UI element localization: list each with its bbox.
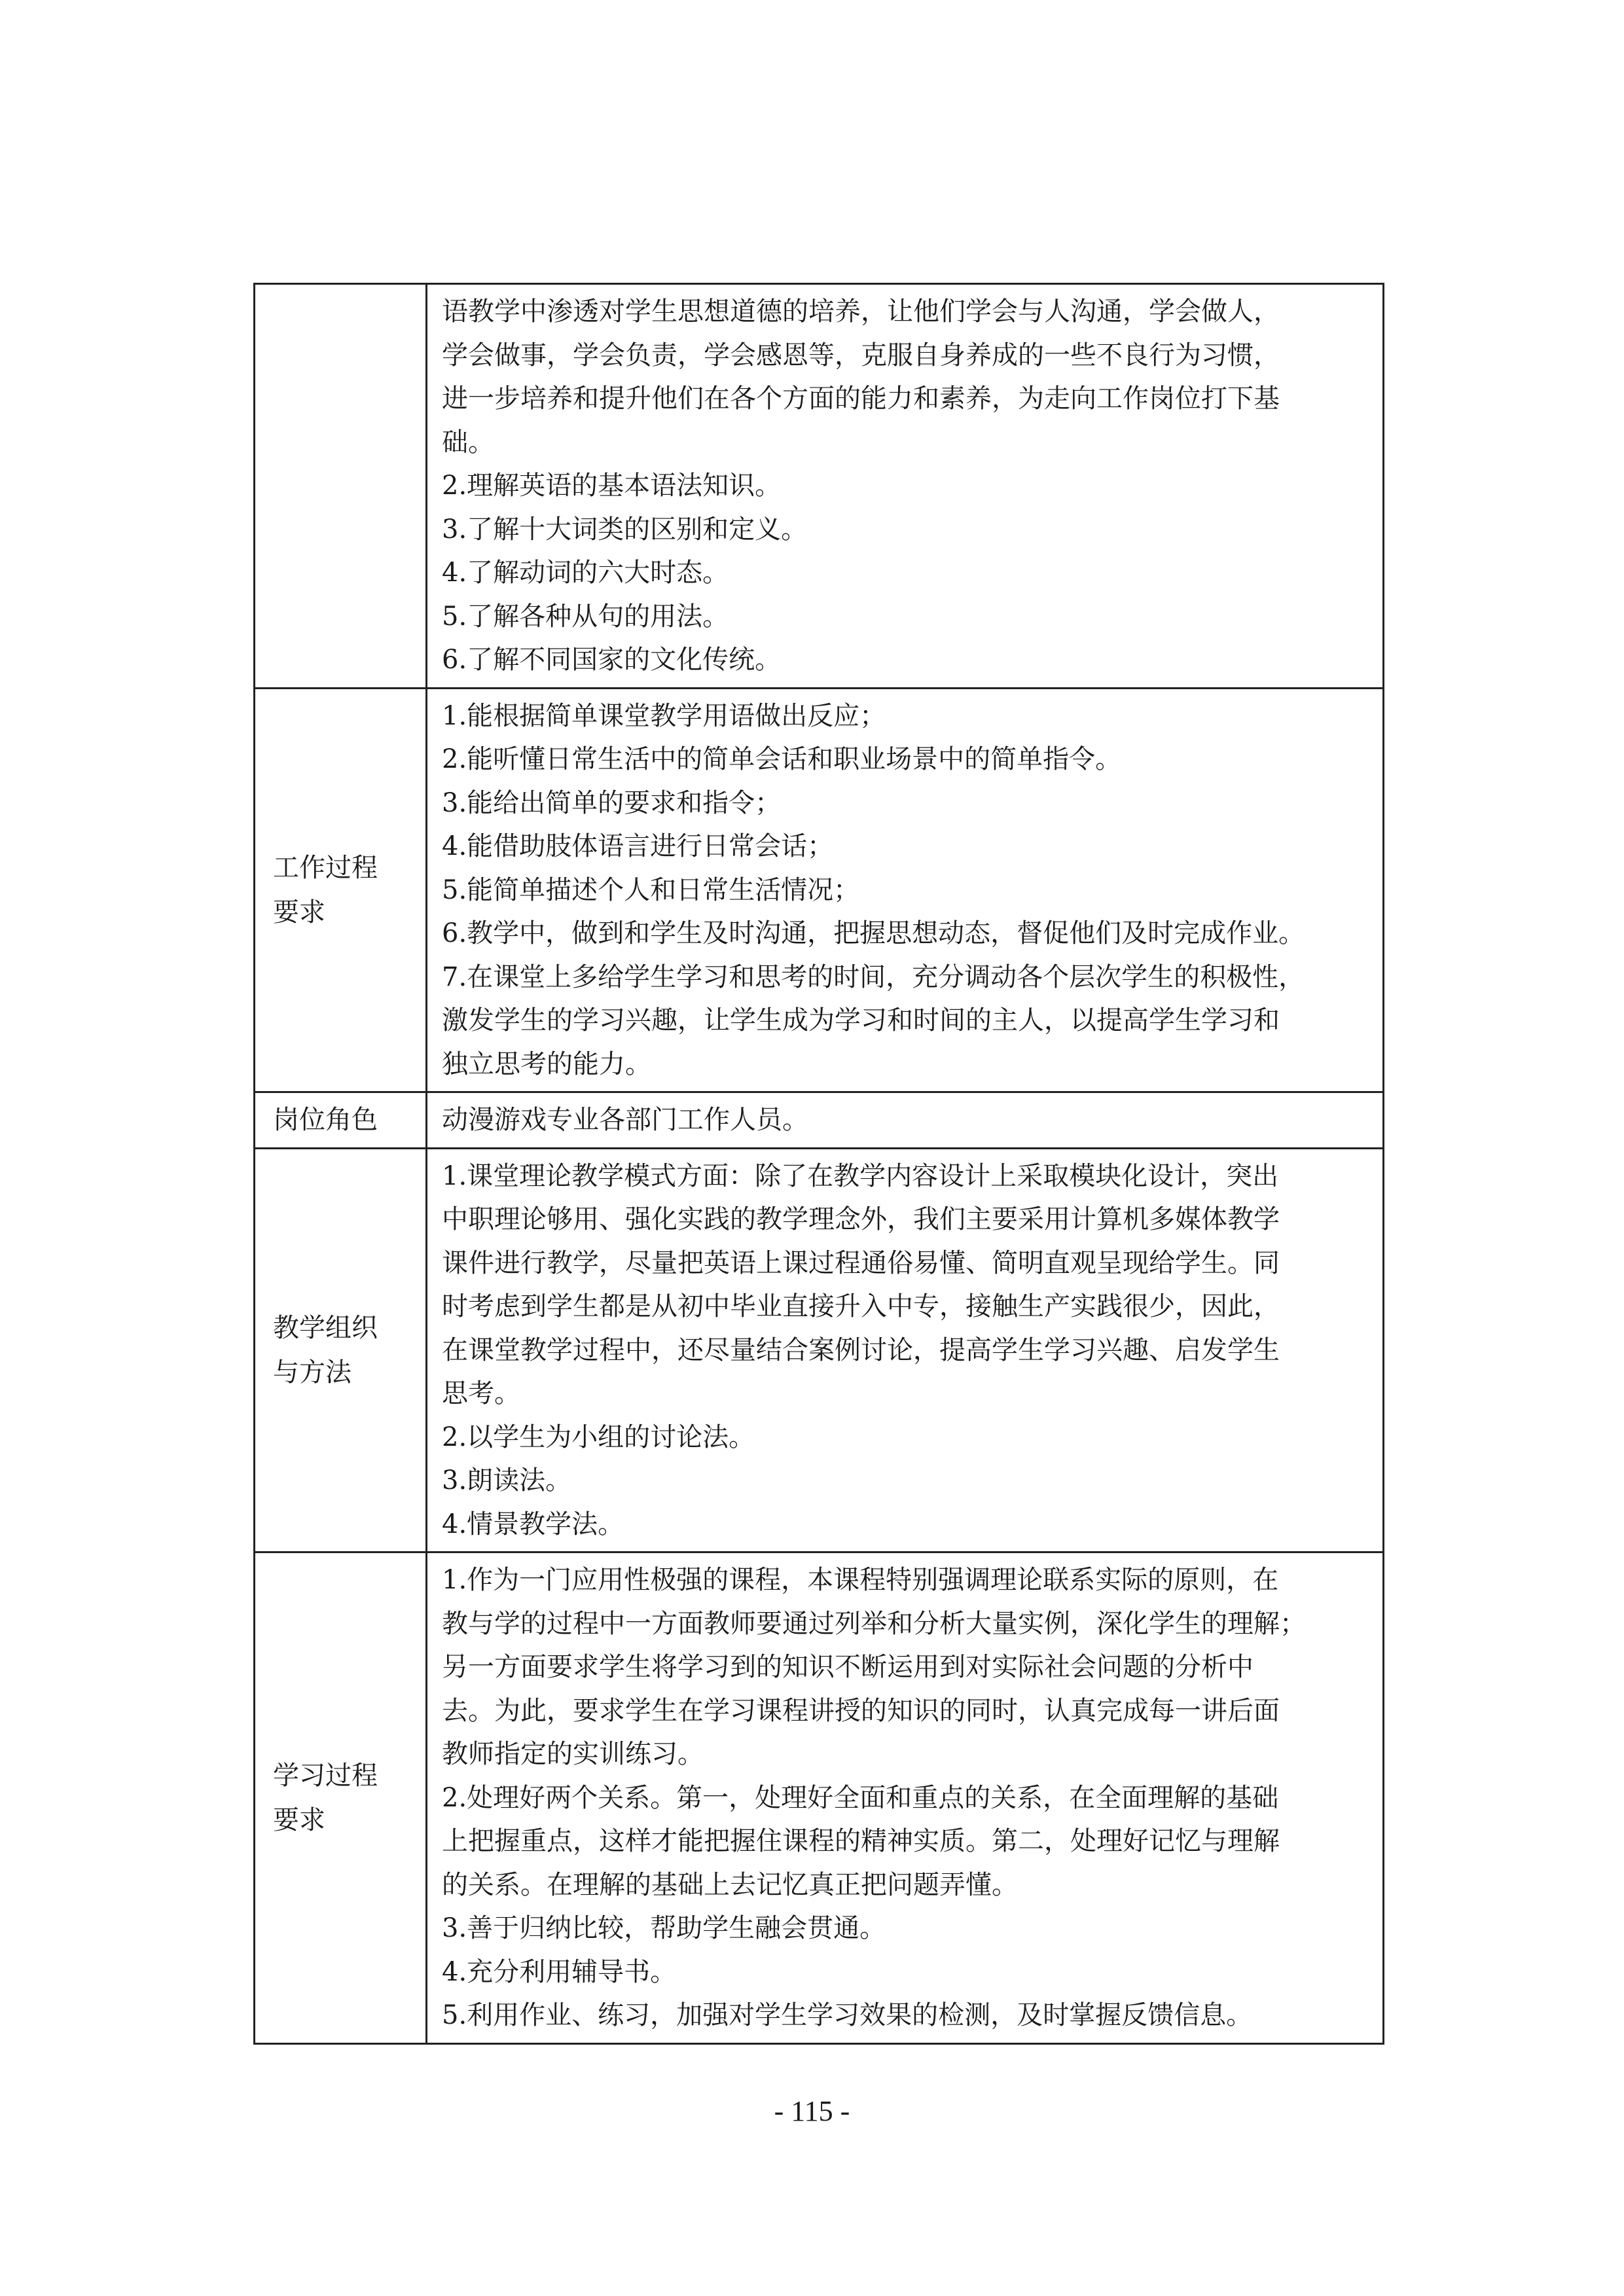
table-row <box>255 1552 1384 2044</box>
content-line: 7.在课堂上多给学生学习和思考的时间，充分调动各个层次学生的积极性， <box>442 961 1305 992</box>
row-label-text: 工作过程 <box>273 852 378 883</box>
row-content-cell <box>427 1148 1384 1552</box>
content-line: 的关系。在理解的基础上去记忆真正把问题弄懂。 <box>442 1869 1018 1900</box>
content-line: 6.了解不同国家的文化传统。 <box>442 645 782 675</box>
page-number: - 115 - <box>774 2095 850 2127</box>
content-line: 3.能给出简单的要求和指令； <box>442 787 782 818</box>
content-line: 2.以学生为小组的讨论法。 <box>442 1422 755 1452</box>
table-row <box>255 284 1384 689</box>
row-content-cell <box>427 1092 1384 1149</box>
content-line: 激发学生的学习兴趣，让学生成为学习和时间的主人，以提高学生学习和 <box>442 1005 1280 1035</box>
row-label-cell <box>255 688 427 1092</box>
content-line: 2.理解英语的基本语法知识。 <box>442 471 782 501</box>
content-line: 学会做事，学会负责，学会感恩等，克服自身养成的一些不良行为习惯， <box>442 340 1280 370</box>
row-label-text: 要求 <box>273 1804 325 1835</box>
content-line: 4.情景教学法。 <box>442 1509 624 1539</box>
content-line: 独立思考的能力。 <box>442 1049 651 1079</box>
content-line: 6.教学中，做到和学生及时沟通，把握思想动态，督促他们及时完成作业。 <box>442 918 1305 948</box>
content-line: 思考。 <box>442 1378 520 1408</box>
content-line: 4.能借助肢体语言进行日常会话； <box>442 831 834 861</box>
course-requirements-table <box>253 283 1384 2045</box>
content-line: 2.处理好两个关系。第一，处理好全面和重点的关系，在全面理解的基础 <box>442 1782 1279 1813</box>
table-row <box>255 1148 1384 1552</box>
content-line: 在课堂教学过程中，还尽量结合案例讨论，提高学生学习兴趣、启发学生 <box>442 1335 1280 1365</box>
row-label-text: 与方法 <box>273 1357 352 1388</box>
content-line: 3.朗读法。 <box>442 1465 572 1496</box>
content-line: 中职理论够用、强化实践的教学理念外，我们主要采用计算机多媒体教学 <box>442 1204 1280 1234</box>
row-label-text: 岗位角色 <box>273 1105 378 1136</box>
row-content-cell <box>427 284 1384 689</box>
content-line: 5.利用作业、练习，加强对学生学习效果的检测，及时掌握反馈信息。 <box>442 2000 1253 2030</box>
content-line: 1.作为一门应用性极强的课程，本课程特别强调理论联系实际的原则，在 <box>442 1565 1279 1595</box>
content-line: 5.能简单描述个人和日常生活情况； <box>442 874 860 905</box>
row-label-cell <box>255 284 427 689</box>
content-line: 1.课堂理论教学模式方面：除了在教学内容设计上采取模块化设计，突出 <box>442 1160 1279 1191</box>
row-label-cell <box>255 1148 427 1552</box>
content-line: 础。 <box>442 427 494 457</box>
row-content-cell <box>427 1552 1384 2044</box>
content-line: 课件进行教学，尽量把英语上课过程通俗易懂、简明直观呈现给学生。同 <box>442 1247 1280 1278</box>
content-line: 另一方面要求学生将学习到的知识不断运用到对实际社会问题的分析中 <box>442 1652 1254 1682</box>
content-line: 动漫游戏专业各部门工作人员。 <box>442 1105 808 1135</box>
content-line: 语教学中渗透对学生思想道德的培养，让他们学会与人沟通，学会做人， <box>442 296 1280 327</box>
content-line: 教师指定的实训练习。 <box>442 1739 704 1769</box>
content-line: 1.能根据简单课堂教学用语做出反应； <box>442 700 886 731</box>
content-line: 时考虑到学生都是从初中毕业直接升入中专，接触生产实践很少，因此， <box>442 1291 1280 1321</box>
content-line: 5.了解各种从句的用法。 <box>442 601 729 632</box>
row-content-cell <box>427 688 1384 1092</box>
row-label-cell <box>255 1092 427 1149</box>
table-row <box>255 688 1384 1092</box>
table-body <box>255 284 1384 2044</box>
row-label-text: 学习过程 <box>273 1760 378 1791</box>
content-line: 4.充分利用辅导书。 <box>442 1956 677 1987</box>
table-row <box>255 1092 1384 1149</box>
content-line: 2.能听懂日常生活中的简单会话和职业场景中的简单指令。 <box>442 744 1122 774</box>
row-label-cell <box>255 1552 427 2044</box>
content-line: 3.了解十大词类的区别和定义。 <box>442 514 808 545</box>
content-line: 去。为此，要求学生在学习课程讲授的知识的同时，认真完成每一讲后面 <box>442 1695 1280 1726</box>
content-line: 进一步培养和提升他们在各个方面的能力和素养，为走向工作岗位打下基 <box>442 384 1280 414</box>
content-line: 3.善于归纳比较，帮助学生融会贯通。 <box>442 1913 886 1943</box>
content-line: 4.了解动词的六大时态。 <box>442 558 729 588</box>
row-label-text: 要求 <box>273 897 325 927</box>
content-line: 教与学的过程中一方面教师要通过列举和分析大量实例，深化学生的理解； <box>442 1608 1306 1639</box>
row-label-text: 教学组织 <box>273 1312 378 1343</box>
content-line: 上把握重点，这样才能把握住课程的精神实质。第二，处理好记忆与理解 <box>442 1826 1280 1856</box>
